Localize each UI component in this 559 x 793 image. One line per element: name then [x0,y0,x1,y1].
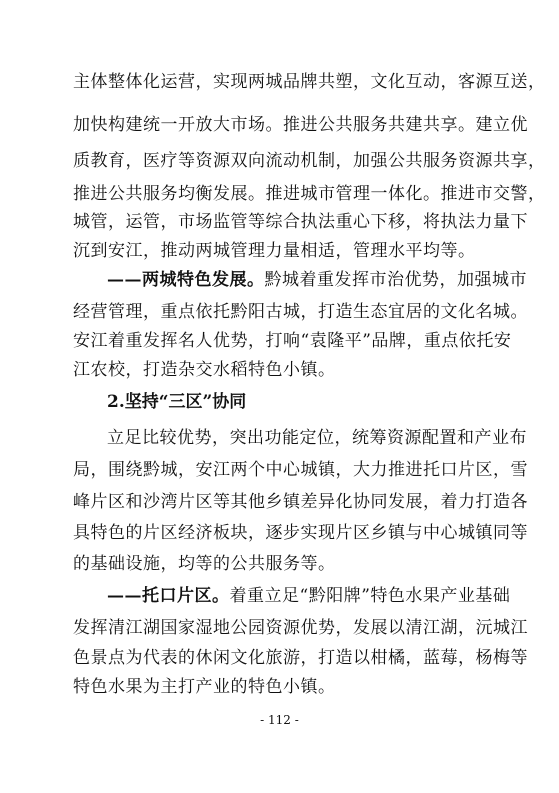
page-number: - 112 - [260,713,299,727]
text-line: 主体整体化运营，实现两城品牌共塑，文化互动，客源互送， [73,72,546,92]
text-line [73,262,527,298]
text-line: 局，围绕黔城，安江两个中心城镇，大力推进托口片区，雪 [73,460,528,480]
text-line: 经营管理，重点依托黔阳古城，打造生态宜居的文化名城。 [73,302,528,322]
subheading-lead: ——两城特色发展。 [107,270,265,290]
section-heading: 2.坚持“三区”协同 [107,392,247,412]
subheading-lead: ——托口片区。 [107,586,230,606]
text-line: 发挥清江湖国家湿地公园资源优势，发展以清江湖，沅城江 [73,618,528,638]
text-line: 特色水果为主打产业的特色小镇。 [73,677,336,697]
text-line: 江农校，打造杂交水稻特色小镇。 [73,360,336,380]
text-line: 具特色的片区经济板块，逐步实现片区乡镇与中心城镇同等 [73,523,528,543]
text-line: 的基础设施，均等的公共服务等。 [73,554,336,574]
text-line: 立足比较优势，突出功能定位，统筹资源配置和产业布 [107,428,527,448]
text-line: 安江着重发挥名人优势，打响“袁隆平”品牌，重点依托安 [73,331,512,351]
text-span: 着重立足“黔阳牌”特色水果产业基础 [229,586,511,606]
text-line: 推进公共服务均衡发展。推进城市管理一体化。推进市交警， [73,184,546,204]
text-span: 黔城着重发挥市治优势，加强城市 [264,270,527,290]
text-line: 沉到安江，推动两城管理力量相适，管理水平均等。 [73,241,476,261]
text-line: 质教育，医疗等资源双向流动机制，加强公共服务资源共享， [73,151,546,171]
text-line [73,578,511,614]
text-line: 峰片区和沙湾片区等其他乡镇差异化协同发展，着力打造各 [73,492,528,512]
text-line: 色景点为代表的休闲文化旅游，打造以柑橘，蓝莓，杨梅等 [73,648,528,668]
text-line: 加快构建统一开放大市场。推进公共服务共建共享。建立优 [73,115,528,135]
text-line: 城管，运管，市场监管等综合执法重心下移，将执法力量下 [73,212,528,232]
